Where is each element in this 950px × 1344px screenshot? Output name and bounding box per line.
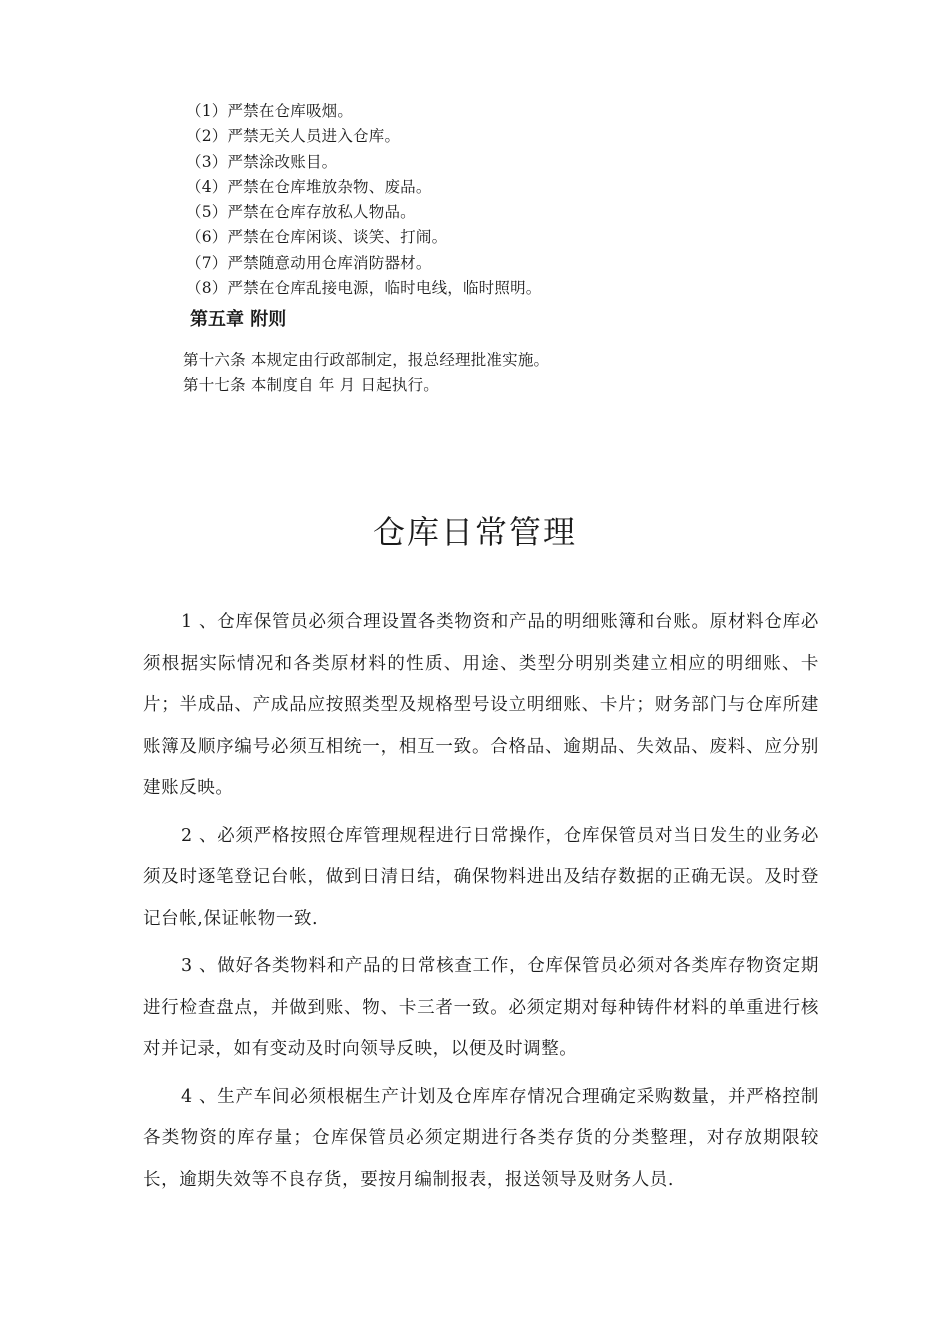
supplementary-articles	[183, 348, 549, 398]
prohibition-item: （7）严禁随意动用仓库消防器材。	[186, 253, 432, 272]
section-title: 仓库日常管理	[372, 513, 577, 551]
prohibition-item: （1）严禁在仓库吸烟。	[186, 102, 354, 120]
prohibition-list	[186, 99, 541, 301]
article-item: 第十七条 本制度自 年 月 日起执行。	[183, 376, 440, 394]
body-paragraph: 4 、生产车间必须根椐生产计划及仓库库存情况合理确定采购数量，并严格控制各类物资的库存量；仓库保管员必须定期进行各类存货的分类整理，对存放期限较长，逾期失效等不良存货，要按月编制报表，报送领导及财务人员.	[143, 1086, 819, 1190]
prohibition-item: （4）严禁在仓库堆放杂物、废品。	[186, 177, 432, 196]
body-paragraph: 3 、做好各类物料和产品的日常核查工作，仓库保管员必须对各类库存物资定期进行检查盘点，并做到账、物、卡三者一致。必须定期对每种铸件材料的单重进行核对并记录，如有变动及时向领导反映，以便及时调整。	[143, 956, 819, 1059]
prohibition-item: （8）严禁在仓库乱接电源，临时电线，临时照明。	[186, 279, 542, 298]
prohibition-item: （2）严禁无关人员进入仓库。	[186, 127, 401, 146]
prohibition-item: （3）严禁涂改账目。	[186, 152, 338, 171]
prohibition-item: （6）严禁在仓库闲谈、谈笑、打闹。	[186, 228, 448, 247]
chapter-heading: 第五章 附则	[190, 309, 287, 330]
section-body	[143, 602, 819, 1207]
prohibition-item: （5）严禁在仓库存放私人物品。	[186, 203, 416, 222]
body-paragraph: 1 、仓库保管员必须合理设置各类物资和产品的明细账簿和台账。原材料仓库必须根据实际情况和各类原材料的性质、用途、类型分明别类建立相应的明细账、卡片；半成品、产成品应按照类型及规格型号设立明细账、卡片；财务部门与仓库所建账簿及顺序编号必须互相统一，相互一致。合格品、逾期品、失效品、废料、应分别建账反映。	[143, 612, 819, 798]
body-paragraph: 2 、必须严格按照仓库管理规程进行日常操作，仓库保管员对当日发生的业务必须及时逐笔登记台帐，做到日清日结，确保物料进出及结存数据的正确无误。及时登记台帐,保证帐物一致.	[143, 825, 819, 929]
article-item: 第十六条 本规定由行政部制定，报总经理批准实施。	[183, 351, 550, 369]
